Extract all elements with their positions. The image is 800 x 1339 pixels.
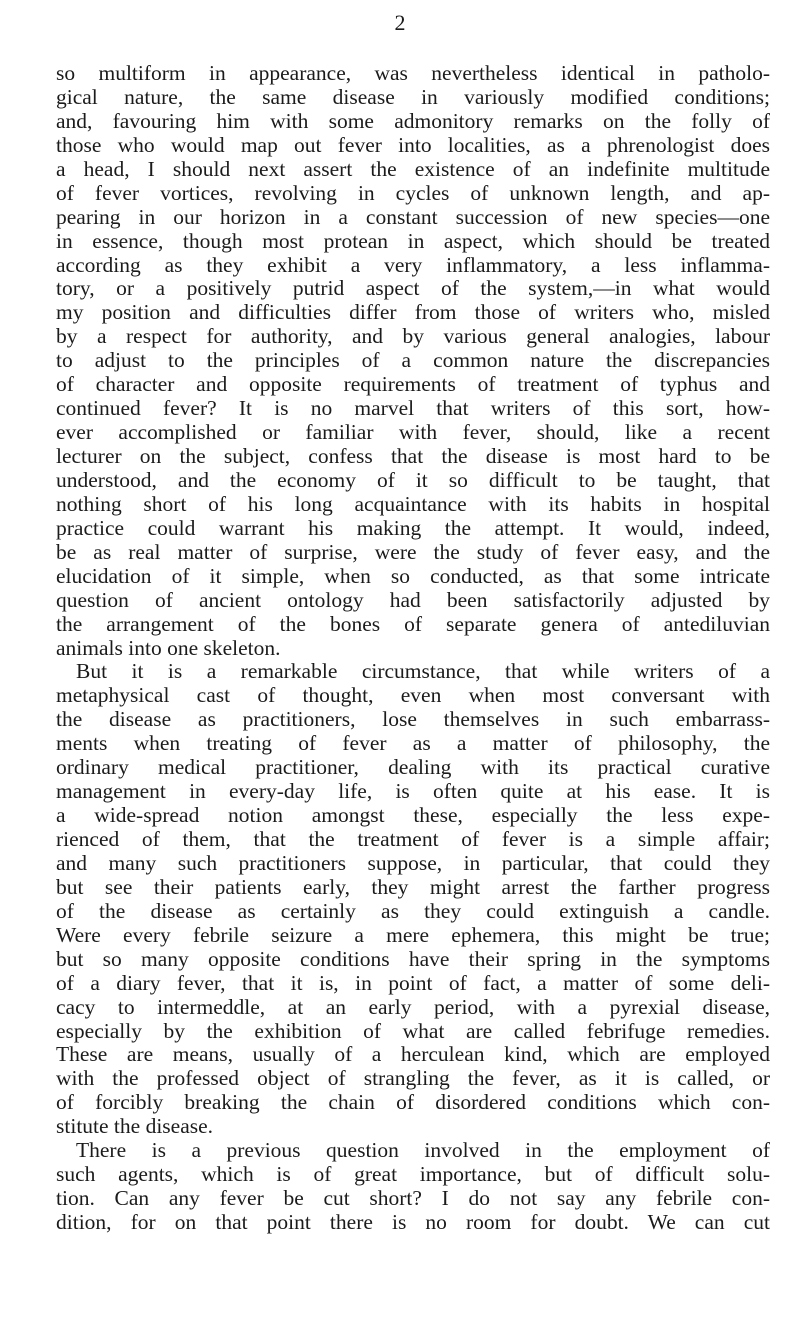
text-line: question of ancient ontology had been satisfactorily adjusted by — [56, 588, 770, 612]
text-line: especially by the exhibition of what are called febrifuge remedies. — [56, 1019, 770, 1043]
text-line: ments when treating of fever as a matter of philosophy, the — [56, 732, 770, 756]
text-line: and many such practitioners suppose, in particular, that could they — [56, 851, 770, 875]
text-line: to adjust to the principles of a common nature the discrepancies — [56, 349, 770, 373]
text-line: a wide-spread notion amongst these, especially the less expe- — [56, 804, 770, 828]
text-line: understood, and the economy of it so difficult to be taught, that — [56, 468, 770, 492]
text-line: There is a previous question involved in the employment of — [76, 1139, 770, 1163]
text-line: according as they exhibit a very inflammatory, a less inflamma- — [56, 253, 770, 277]
text-line: be as real matter of surprise, were the study of fever easy, and the — [56, 540, 770, 564]
text-line: those who would map out fever into localities, as a phrenologist does — [56, 133, 770, 157]
text-line: by a respect for authority, and by various general analogies, labour — [56, 325, 770, 349]
text-line: but see their patients early, they might arrest the farther progress — [56, 875, 770, 899]
text-line: with the professed object of strangling the fever, as it is called, or — [56, 1067, 770, 1091]
text-line: and, favouring him with some admonitory remarks on the folly of — [56, 109, 770, 133]
text-line: dition, for on that point there is no room for doubt. We can cut — [56, 1211, 770, 1234]
text-line: elucidation of it simple, when so conducted, as that some intricate — [56, 564, 770, 588]
text-line: my position and difficulties differ from those of writers who, misled — [56, 301, 770, 325]
text-line: the disease as practitioners, lose themselves in such embarrass- — [56, 708, 770, 732]
text-line: ever accomplished or familiar with fever, should, like a recent — [56, 421, 770, 445]
text-line: rienced of them, that the treatment of fever is a simple affair; — [56, 828, 770, 851]
text-line: tion. Can any fever be cut short? I do not say any febrile con- — [56, 1187, 770, 1211]
text-line: continued fever? It is no marvel that writers of this sort, how- — [56, 397, 770, 421]
text-line: so multiform in appearance, was nevertheless identical in patholo- — [56, 62, 770, 85]
text-line: of character and opposite requirements of treatment of typhus and — [56, 373, 770, 397]
text-line: such agents, which is of great importance, but of difficult solu- — [56, 1163, 770, 1187]
text-line: pearing in our horizon in a constant succession of new species—one — [56, 205, 770, 229]
text-line: But it is a remarkable circumstance, that while writers of a — [76, 660, 770, 684]
text-line: lecturer on the subject, confess that the disease is most hard to be — [56, 445, 770, 468]
text-line: nothing short of his long acquaintance with its habits in hospital — [56, 492, 770, 516]
text-line: cacy to intermeddle, at an early period, with a pyrexial disease, — [56, 995, 770, 1019]
text-line: but so many opposite conditions have their spring in the symptoms — [56, 947, 770, 971]
text-line: of fever vortices, revolving in cycles of unknown length, and ap- — [56, 181, 770, 205]
text-line: a head, I should next assert the existence of an indefinite multitude — [56, 157, 770, 181]
text-line: gical nature, the same disease in variously modified conditions; — [56, 85, 770, 109]
text-line: Were every febrile seizure a mere ephemera, this might be true; — [56, 923, 770, 947]
text-line: stitute the disease. — [56, 1115, 214, 1139]
text-line: tory, or a positively putrid aspect of the system,—in what would — [56, 277, 770, 301]
text-line: in essence, though most protean in aspect, which should be treated — [56, 229, 770, 253]
text-line: These are means, usually of a herculean kind, which are employed — [56, 1043, 770, 1067]
text-line: ordinary medical practitioner, dealing with its practical curative — [56, 756, 770, 780]
text-line: animals into one skeleton. — [56, 636, 281, 660]
body-text — [56, 62, 770, 1235]
text-line: metaphysical cast of thought, even when most conversant with — [56, 684, 770, 708]
text-line: the arrangement of the bones of separate genera of antediluvian — [56, 612, 770, 636]
text-line: of the disease as certainly as they could extinguish a candle. — [56, 899, 770, 923]
text-line: practice could warrant his making the attempt. It would, indeed, — [56, 516, 770, 540]
text-line: of a diary fever, that it is, in point of fact, a matter of some deli- — [56, 971, 770, 995]
text-line: of forcibly breaking the chain of disordered conditions which con- — [56, 1091, 770, 1115]
page-number: 2 — [394, 10, 406, 35]
text-line: management in every-day life, is often quite at his ease. It is — [56, 780, 770, 804]
